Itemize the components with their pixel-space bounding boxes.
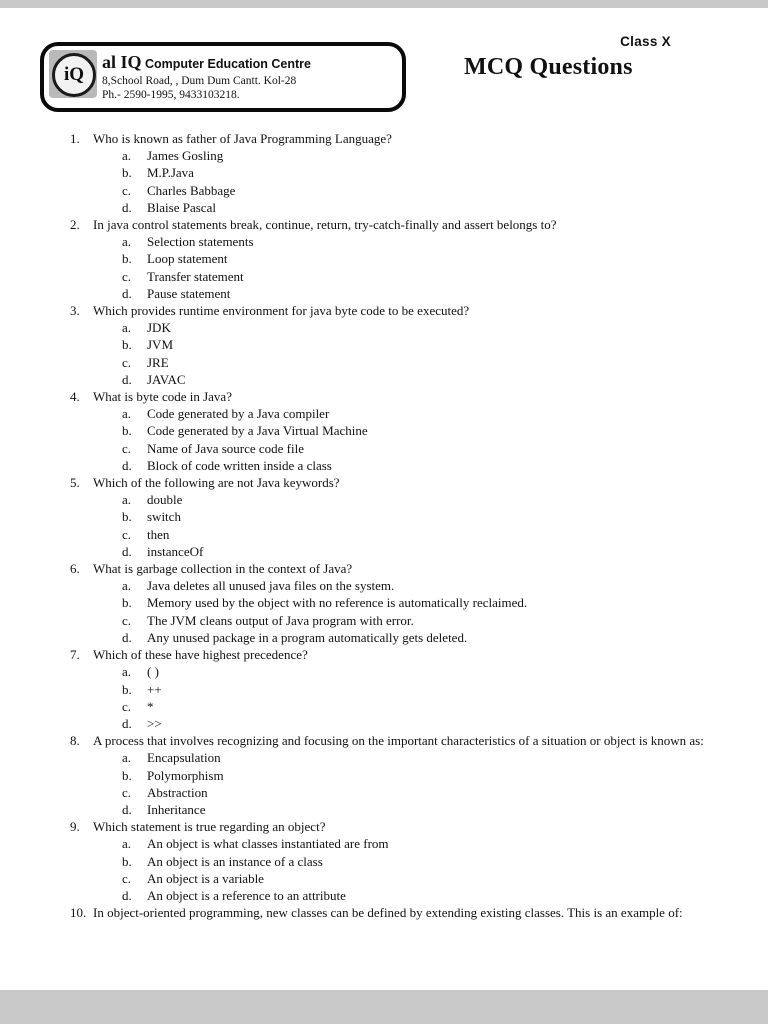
option-letter: d. xyxy=(122,629,132,645)
option-item xyxy=(122,767,736,784)
option-letter: c. xyxy=(122,182,132,198)
option-text: Inheritance xyxy=(147,801,206,817)
option-letter: b. xyxy=(122,681,132,697)
option-text: Loop statement xyxy=(147,251,228,267)
option-item xyxy=(122,698,736,715)
option-item xyxy=(122,371,736,388)
option-item xyxy=(122,594,736,611)
option-item xyxy=(122,491,736,508)
option-text: Any unused package in a program automatically gets deleted. xyxy=(147,629,468,645)
option-letter: c. xyxy=(122,612,132,628)
option-item xyxy=(122,508,736,525)
question-text: What is byte code in Java? xyxy=(93,389,232,405)
option-text: then xyxy=(147,526,170,542)
option-text: Code generated by a Java compiler xyxy=(147,406,330,422)
option-text: An object is what classes instantiated are from xyxy=(147,836,389,852)
option-letter: a. xyxy=(122,750,132,766)
option-letter: b. xyxy=(122,509,132,525)
class-label: Class X xyxy=(620,34,671,49)
option-item xyxy=(122,147,736,164)
question-item xyxy=(70,388,736,405)
question-item xyxy=(70,818,736,835)
option-letter: b. xyxy=(122,251,132,267)
option-text: Name of Java source code file xyxy=(147,440,305,456)
question-number: 9. xyxy=(70,819,80,835)
option-item xyxy=(122,354,736,371)
option-item xyxy=(122,336,736,353)
option-item xyxy=(122,577,736,594)
option-text: JAVAC xyxy=(147,371,186,387)
option-text: The JVM cleans output of Java program with error. xyxy=(147,612,414,628)
question-item xyxy=(70,474,736,491)
option-letter: a. xyxy=(122,406,132,422)
option-item xyxy=(122,853,736,870)
option-item xyxy=(122,749,736,766)
option-text: Abstraction xyxy=(147,784,208,800)
option-letter: d. xyxy=(122,543,132,559)
option-letter: d. xyxy=(122,457,132,473)
option-text: Polymorphism xyxy=(147,767,224,783)
option-text: An object is a variable xyxy=(147,870,264,886)
option-item xyxy=(122,681,736,698)
option-text: JDK xyxy=(147,320,171,336)
option-letter: a. xyxy=(122,320,132,336)
question-item xyxy=(70,560,736,577)
question-text: Which of these have highest precedence? xyxy=(93,647,308,663)
question-number: 6. xyxy=(70,561,80,577)
option-letter: b. xyxy=(122,337,132,353)
option-item xyxy=(122,182,736,199)
option-letter: d. xyxy=(122,371,132,387)
question-number: 1. xyxy=(70,131,80,146)
option-item xyxy=(122,612,736,629)
institute-info xyxy=(102,50,311,102)
option-item xyxy=(122,715,736,732)
option-text: Selection statements xyxy=(147,234,254,250)
option-item xyxy=(122,784,736,801)
option-item xyxy=(122,319,736,336)
option-letter: b. xyxy=(122,595,132,611)
option-letter: a. xyxy=(122,578,132,594)
question-item xyxy=(70,646,736,663)
option-letter: a. xyxy=(122,492,132,508)
institute-phone: Ph.- 2590-1995, 9433103218. xyxy=(102,88,240,101)
option-text: Blaise Pascal xyxy=(147,199,216,215)
option-letter: c. xyxy=(122,784,132,800)
question-number: 8. xyxy=(70,733,80,749)
option-text: Memory used by the object with no reference is automatically reclaimed. xyxy=(147,595,528,611)
question-item xyxy=(70,732,736,749)
option-item xyxy=(122,543,736,560)
option-letter: a. xyxy=(122,664,132,680)
option-text: Transfer statement xyxy=(147,268,244,284)
option-item xyxy=(122,526,736,543)
question-text: Which statement is true regarding an object? xyxy=(93,819,326,835)
option-text: switch xyxy=(147,509,181,525)
option-text: * xyxy=(147,698,154,714)
question-item xyxy=(70,302,736,319)
institute-name-suffix: Computer Education Centre xyxy=(145,57,311,71)
question-text: What is garbage collection in the context of Java? xyxy=(93,561,353,577)
institute-name-prefix: al IQ xyxy=(102,52,142,72)
institute-address: 8,School Road, , Dum Dum Cantt. Kol-28 xyxy=(102,74,297,87)
option-letter: b. xyxy=(122,853,132,869)
option-text: Charles Babbage xyxy=(147,182,236,198)
question-number: 7. xyxy=(70,647,80,663)
option-letter: d. xyxy=(122,887,132,903)
iq-logo-icon: iQ xyxy=(52,53,96,97)
option-item xyxy=(122,835,736,852)
option-item xyxy=(122,422,736,439)
option-item xyxy=(122,870,736,887)
question-number: 4. xyxy=(70,389,80,405)
option-text: double xyxy=(147,492,183,508)
question-number: 5. xyxy=(70,475,80,491)
option-letter: b. xyxy=(122,767,132,783)
option-text: instanceOf xyxy=(147,543,204,559)
option-letter: c. xyxy=(122,440,132,456)
option-item xyxy=(122,887,736,904)
question-item xyxy=(70,130,736,147)
option-letter: c. xyxy=(122,526,132,542)
option-item xyxy=(122,250,736,267)
question-item xyxy=(70,216,736,233)
option-letter: c. xyxy=(122,698,132,714)
option-text: Code generated by a Java Virtual Machine xyxy=(147,423,368,439)
institute-name xyxy=(102,51,311,74)
option-item xyxy=(122,629,736,646)
option-item xyxy=(122,285,736,302)
option-text: Pause statement xyxy=(147,285,231,301)
question-text: In java control statements break, continue, return, try-catch-finally and assert belongs to? xyxy=(93,217,557,233)
option-item xyxy=(122,233,736,250)
option-letter: d. xyxy=(122,285,132,301)
document-page xyxy=(0,8,768,990)
option-letter: c. xyxy=(122,354,132,370)
option-text: JVM xyxy=(147,337,174,353)
question-text: Which provides runtime environment for java byte code to be executed? xyxy=(93,303,470,319)
option-item xyxy=(122,164,736,181)
question-text: In object-oriented programming, new classes can be defined by extending existing classes. This is an example of: xyxy=(93,905,683,921)
question-item xyxy=(70,904,736,921)
institute-logo-icon xyxy=(49,50,97,98)
option-text: Java deletes all unused java files on the system. xyxy=(147,578,395,594)
institute-header-box xyxy=(40,42,406,112)
page-title: MCQ Questions xyxy=(464,54,633,80)
question-number: 2. xyxy=(70,217,80,233)
option-letter: a. xyxy=(122,234,132,250)
option-text: Encapsulation xyxy=(147,750,221,766)
option-letter: a. xyxy=(122,836,132,852)
option-letter: b. xyxy=(122,423,132,439)
option-text: James Gosling xyxy=(147,148,224,164)
option-letter: d. xyxy=(122,199,132,215)
question-number: 10. xyxy=(70,905,87,921)
option-text: ++ xyxy=(147,681,162,697)
option-text: Block of code written inside a class xyxy=(147,457,332,473)
option-item xyxy=(122,405,736,422)
option-text: JRE xyxy=(147,354,169,370)
question-text: A process that involves recognizing and focusing on the important characteristics of a situation or object is known as: xyxy=(93,733,704,749)
option-letter: d. xyxy=(122,715,132,731)
question-text: Who is known as father of Java Programming Language? xyxy=(93,131,392,146)
option-letter: c. xyxy=(122,268,132,284)
option-text: >> xyxy=(147,715,162,731)
option-letter: a. xyxy=(122,148,132,164)
option-item xyxy=(122,801,736,818)
question-text: Which of the following are not Java keywords? xyxy=(93,475,340,491)
option-text: An object is an instance of a class xyxy=(147,853,323,869)
option-text: M.P.Java xyxy=(147,165,194,181)
option-text: An object is a reference to an attribute xyxy=(147,887,346,903)
option-letter: b. xyxy=(122,165,132,181)
question-list xyxy=(70,130,736,921)
option-text: ( ) xyxy=(147,664,159,680)
option-letter: d. xyxy=(122,801,132,817)
question-number: 3. xyxy=(70,303,80,319)
option-item xyxy=(122,457,736,474)
option-item xyxy=(122,440,736,457)
option-item xyxy=(122,268,736,285)
option-item xyxy=(122,199,736,216)
option-item xyxy=(122,663,736,680)
option-letter: c. xyxy=(122,870,132,886)
